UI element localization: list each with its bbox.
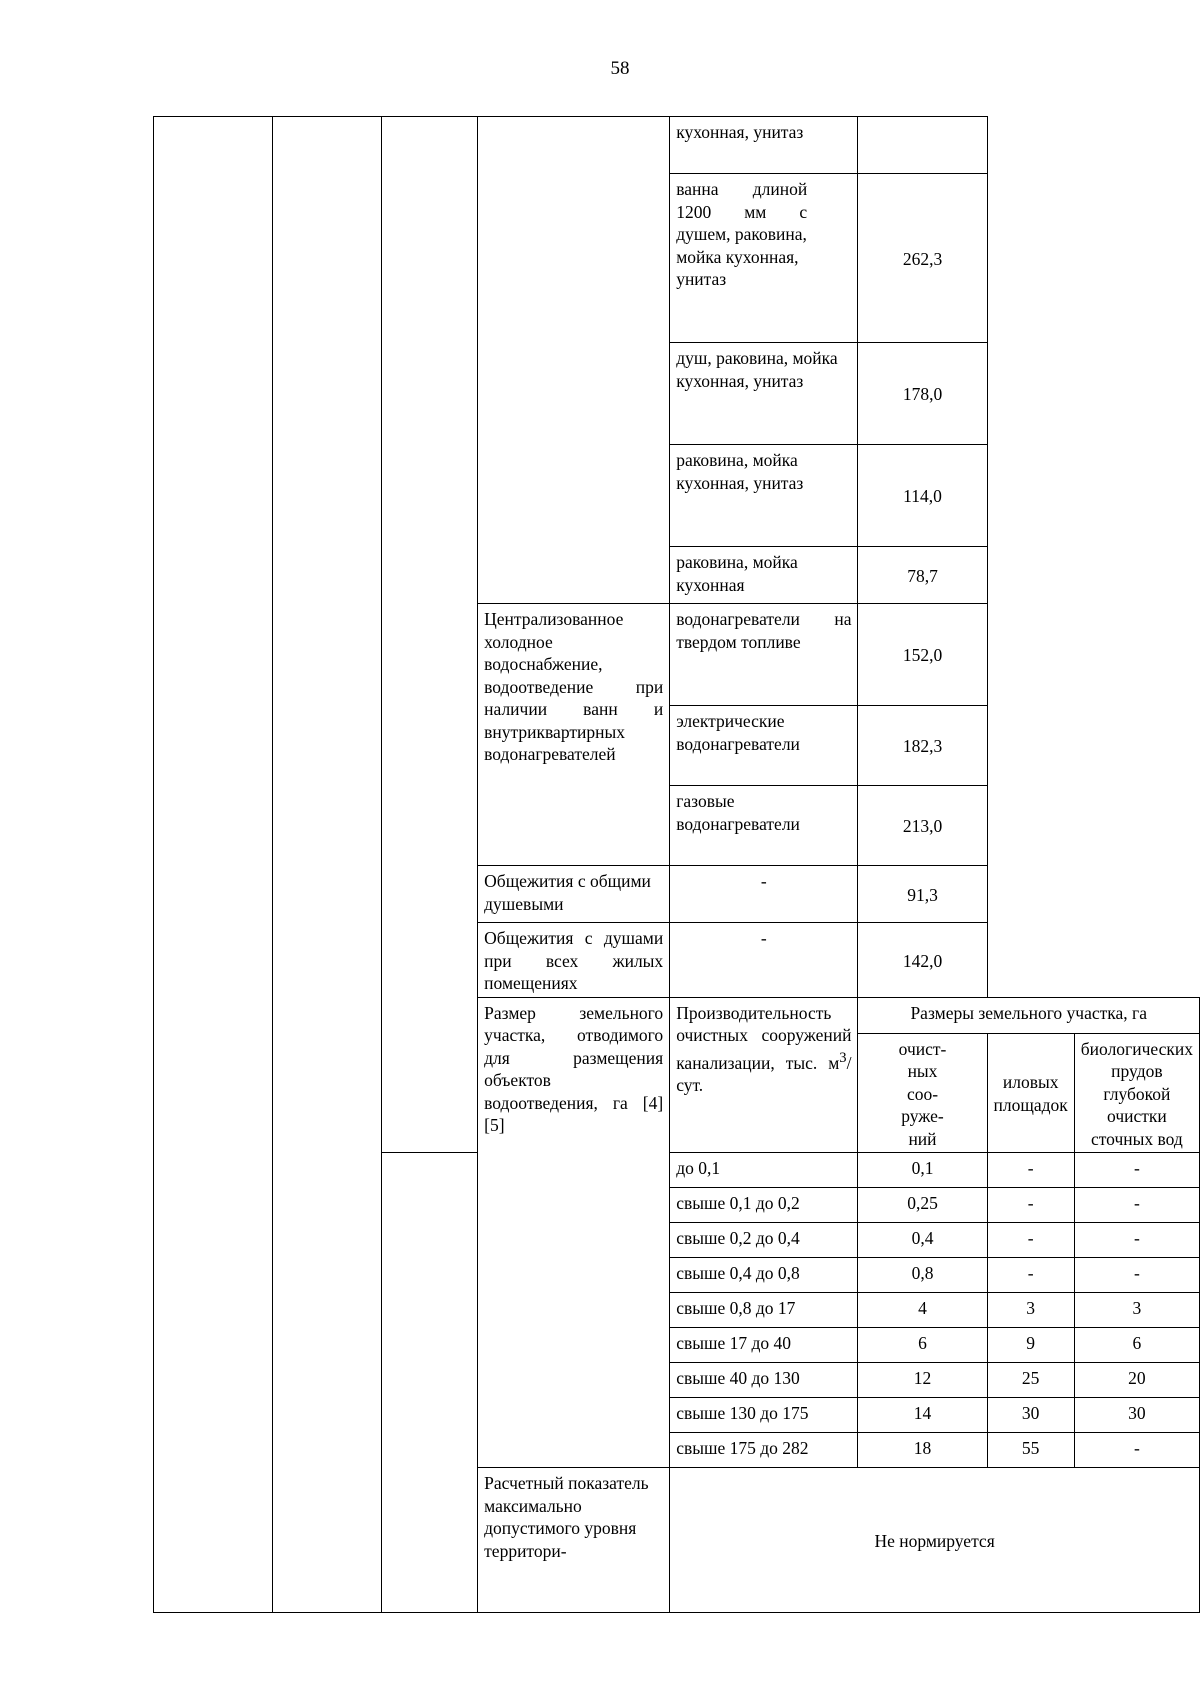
treatment-cell: 0,8 — [858, 1258, 987, 1293]
fixtures-cell: раковина, мойка кухонная, унитаз — [670, 445, 858, 547]
sludge-cell: 55 — [987, 1433, 1074, 1468]
blank-cell — [478, 117, 670, 604]
value-cell: 152,0 — [858, 604, 987, 706]
sludge-cell: 25 — [987, 1363, 1074, 1398]
blank-cell — [381, 1153, 477, 1613]
sludge-cell: - — [987, 1153, 1074, 1188]
col-treatment-header: очист- ных соо- руже- ний — [858, 1033, 987, 1153]
capacity-cell: свыше 0,1 до 0,2 — [670, 1188, 858, 1223]
fixtures-line: душем, раковина, мойка кухонная, унитаз — [676, 224, 807, 289]
norms-table — [153, 116, 1200, 1613]
sludge-cell: - — [987, 1223, 1074, 1258]
sludge-cell: 9 — [987, 1328, 1074, 1363]
bio-cell: 3 — [1074, 1293, 1199, 1328]
value-cell — [858, 117, 987, 174]
fixtures-cell: - — [670, 923, 858, 998]
treatment-cell: 0,4 — [858, 1223, 987, 1258]
treatment-cell: 6 — [858, 1328, 987, 1363]
fixtures-cell: раковина, мойка кухонная — [670, 547, 858, 604]
fixtures-line: 1200 мм с — [676, 201, 808, 222]
fixtures-cell: газовые водонагреватели — [670, 786, 858, 866]
capacity-cell: свыше 0,8 до 17 — [670, 1293, 858, 1328]
max-indicator-value: Не нормируется — [670, 1468, 1200, 1613]
value-cell: 182,3 — [858, 706, 987, 786]
centralized-label: Централизованное холодное водоснабжение, водоотведение при наличии ванн и внутриквартирных водонагревателей — [478, 604, 670, 866]
fixtures-cell — [670, 174, 858, 343]
sludge-cell: 30 — [987, 1398, 1074, 1433]
treatment-cell: 18 — [858, 1433, 987, 1468]
capacity-cell: свыше 17 до 40 — [670, 1328, 858, 1363]
treatment-cell: 0,1 — [858, 1153, 987, 1188]
land-size-label: Размер земельного участка, отводимого для размещения объектов водоотведения, га [4] [5] — [478, 997, 670, 1468]
bio-cell: 6 — [1074, 1328, 1199, 1363]
blank-cell — [154, 117, 273, 1613]
sludge-cell: - — [987, 1188, 1074, 1223]
bio-cell: - — [1074, 1433, 1199, 1468]
capacity-header — [670, 997, 858, 1153]
capacity-cell: свыше 0,4 до 0,8 — [670, 1258, 858, 1293]
value-cell: 213,0 — [858, 786, 987, 866]
treatment-cell: 14 — [858, 1398, 987, 1433]
fixtures-cell: электрические водонагреватели — [670, 706, 858, 786]
col-sludge-header: иловых площадок — [987, 1033, 1074, 1153]
fixtures-cell: - — [670, 866, 858, 923]
value-cell: 91,3 — [858, 866, 987, 923]
bio-cell: - — [1074, 1258, 1199, 1293]
capacity-cell: свыше 40 до 130 — [670, 1363, 858, 1398]
value-cell: 262,3 — [858, 174, 987, 343]
fixtures-cell: душ, раковина, мойка кухонная, унитаз — [670, 343, 858, 445]
blank-cell — [273, 117, 382, 1613]
blank-cell — [381, 117, 477, 1153]
fixtures-cell: водонагреватели на твердом топливе — [670, 604, 858, 706]
capacity-cell: до 0,1 — [670, 1153, 858, 1188]
sludge-cell: - — [987, 1258, 1074, 1293]
bio-cell: - — [1074, 1188, 1199, 1223]
sludge-cell: 3 — [987, 1293, 1074, 1328]
dorm-label: Общежития с душами при всех жилых помещениях — [478, 923, 670, 998]
table-row — [154, 117, 1200, 174]
treatment-cell: 4 — [858, 1293, 987, 1328]
value-cell: 114,0 — [858, 445, 987, 547]
bio-cell: 30 — [1074, 1398, 1199, 1433]
treatment-cell: 12 — [858, 1363, 987, 1398]
capacity-cell: свыше 175 до 282 — [670, 1433, 858, 1468]
value-cell: 142,0 — [858, 923, 987, 998]
fixtures-cell: кухонная, унитаз — [670, 117, 858, 174]
fixtures-line: ванна длиной — [676, 179, 808, 199]
col-bio-header: биологических прудов глубокой очистки сточных вод — [1074, 1033, 1199, 1153]
capacity-cell: свыше 0,2 до 0,4 — [670, 1223, 858, 1258]
page-number: 58 — [610, 58, 630, 79]
sizes-header: Размеры земельного участка, га — [858, 997, 1200, 1033]
treatment-cell: 0,25 — [858, 1188, 987, 1223]
dorm-label: Общежития с общими душевыми — [478, 866, 670, 923]
value-cell: 78,7 — [858, 547, 987, 604]
capacity-header-text: Производительность очистных сооружений канализации, тыс. м — [676, 1002, 852, 1073]
capacity-unit-rest: /сут. — [676, 1052, 852, 1095]
max-indicator-label: Расчетный показатель максимально допустимого уровня территори- — [478, 1468, 670, 1613]
capacity-cell: свыше 130 до 175 — [670, 1398, 858, 1433]
capacity-unit-sup: 3 — [839, 1049, 847, 1066]
bio-cell: - — [1074, 1153, 1199, 1188]
value-cell: 178,0 — [858, 343, 987, 445]
bio-cell: - — [1074, 1223, 1199, 1258]
bio-cell: 20 — [1074, 1363, 1199, 1398]
